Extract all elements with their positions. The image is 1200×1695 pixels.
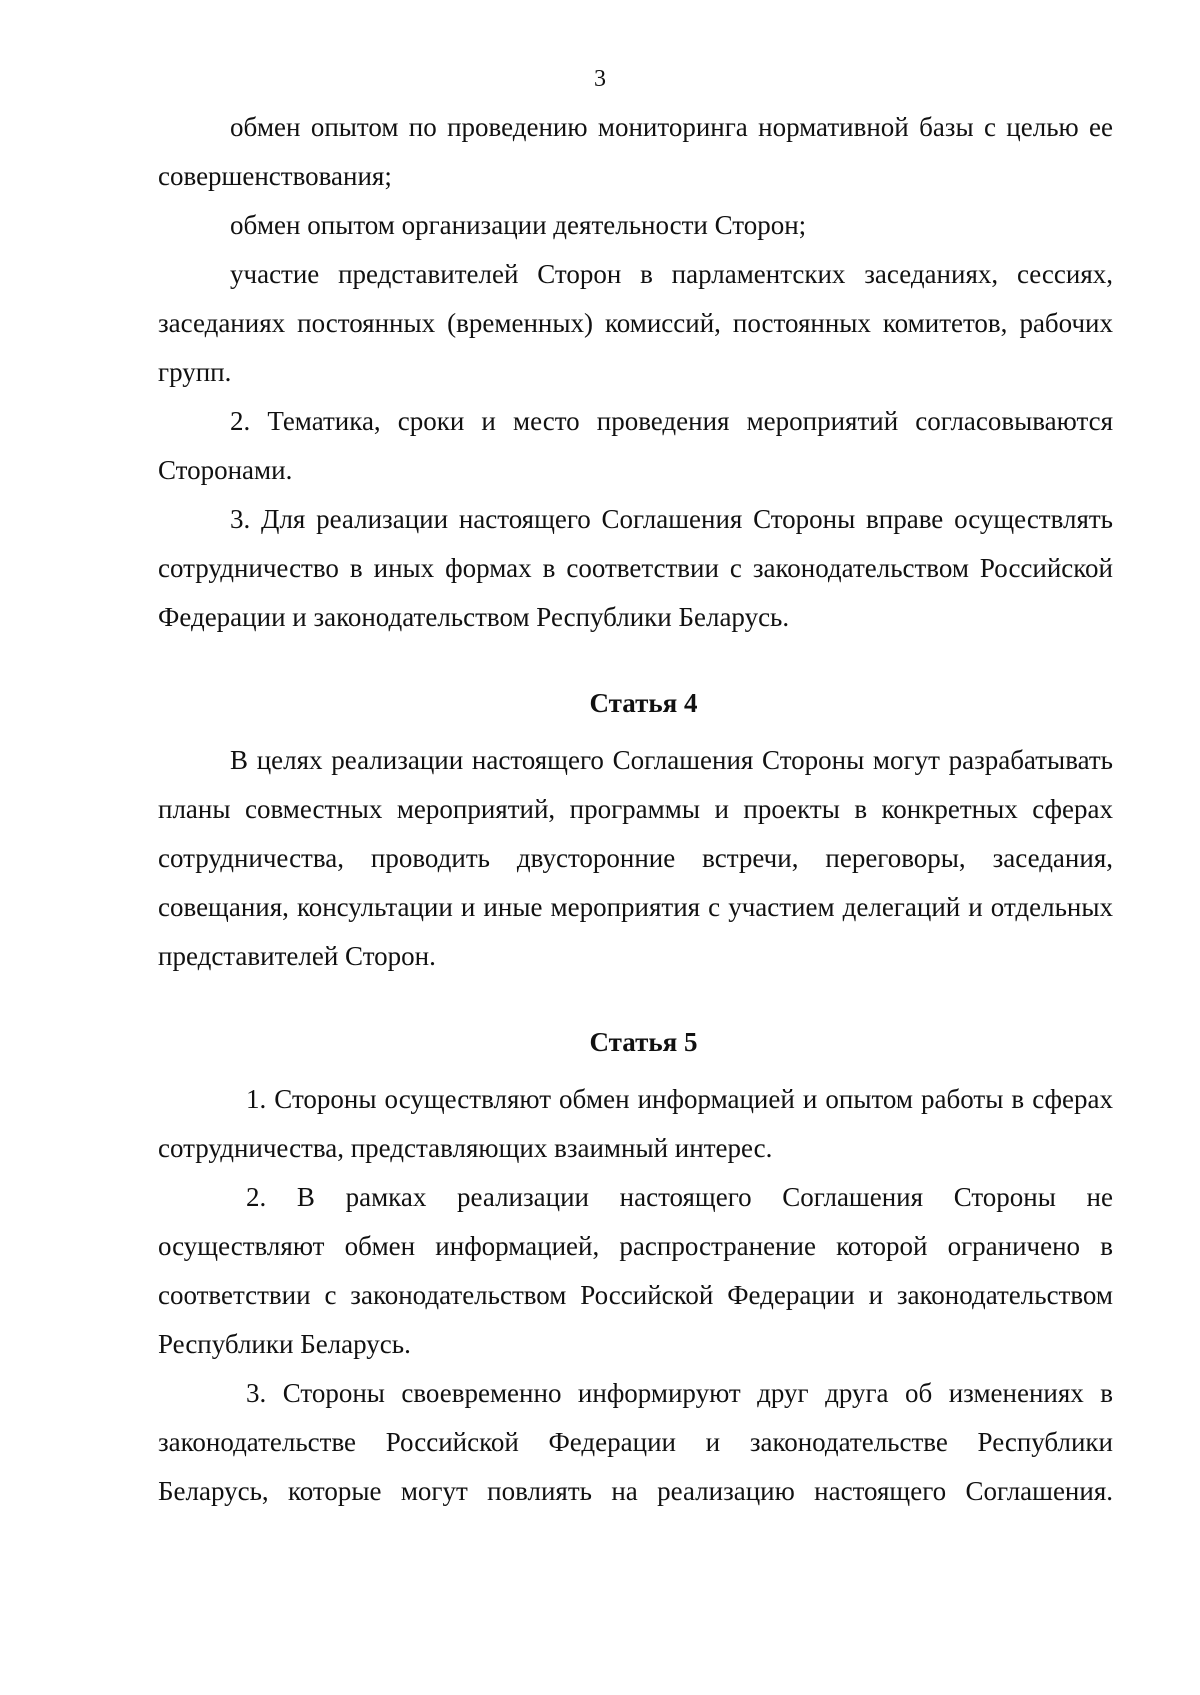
- paragraph-article-5-item-1: 1. Стороны осуществляют обмен информацией и опытом работы в сферах сотрудничества, представляющих взаимный интерес.: [158, 1084, 1113, 1163]
- paragraph-organization-exchange: обмен опытом организации деятельности Сторон;: [230, 210, 807, 240]
- spacer: [158, 1067, 1113, 1075]
- paragraph-topics-and-dates: 2. Тематика, сроки и место проведения мероприятий согласовываются Сторонами.: [158, 406, 1113, 485]
- article-4-heading: Статья 4: [589, 688, 698, 718]
- spacer: [158, 981, 1113, 1018]
- paragraph-article-4: В целях реализации настоящего Соглашения Стороны могут разрабатывать планы совместных мероприятий, программы и проекты в конкретных сферах сотрудничества, проводить двусторонние встречи, переговоры, заседания, совещания, консультации и иные мероприятия с участием делегаций и отдельных представителей Сторон.: [158, 745, 1113, 971]
- spacer: [158, 728, 1113, 736]
- paragraph-article-5-item-2: 2. В рамках реализации настоящего Соглашения Стороны не осуществляют обмен информацией, распространение которой ограничено в соответствии с законодательством Российской Федерации и законодательством Республики Беларусь.: [158, 1182, 1113, 1359]
- document-body: [158, 103, 1113, 1516]
- spacer: [158, 642, 1113, 679]
- paragraph-other-forms: 3. Для реализации настоящего Соглашения Стороны вправе осуществлять сотрудничество в иных формах в соответствии с законодательством Российской Федерации и законодательством Республики Беларусь.: [158, 504, 1113, 632]
- paragraph-article-5-item-3: 3. Стороны своевременно информируют друг друга об изменениях в законодательстве Российской Федерации и законодательстве Республики Беларусь, которые могут повлиять на реализацию настоящего Соглашения.: [158, 1378, 1113, 1506]
- page-number: 3: [594, 66, 606, 92]
- paragraph-parliamentary-participation: участие представителей Сторон в парламентских заседаниях, сессиях, заседаниях постоянных (временных) комиссий, постоянных комитетов, рабочих групп.: [158, 259, 1113, 387]
- paragraph-monitoring-exchange: обмен опытом по проведению мониторинга нормативной базы с целью ее совершенствования;: [158, 112, 1113, 191]
- article-5-heading: Статья 5: [589, 1027, 698, 1057]
